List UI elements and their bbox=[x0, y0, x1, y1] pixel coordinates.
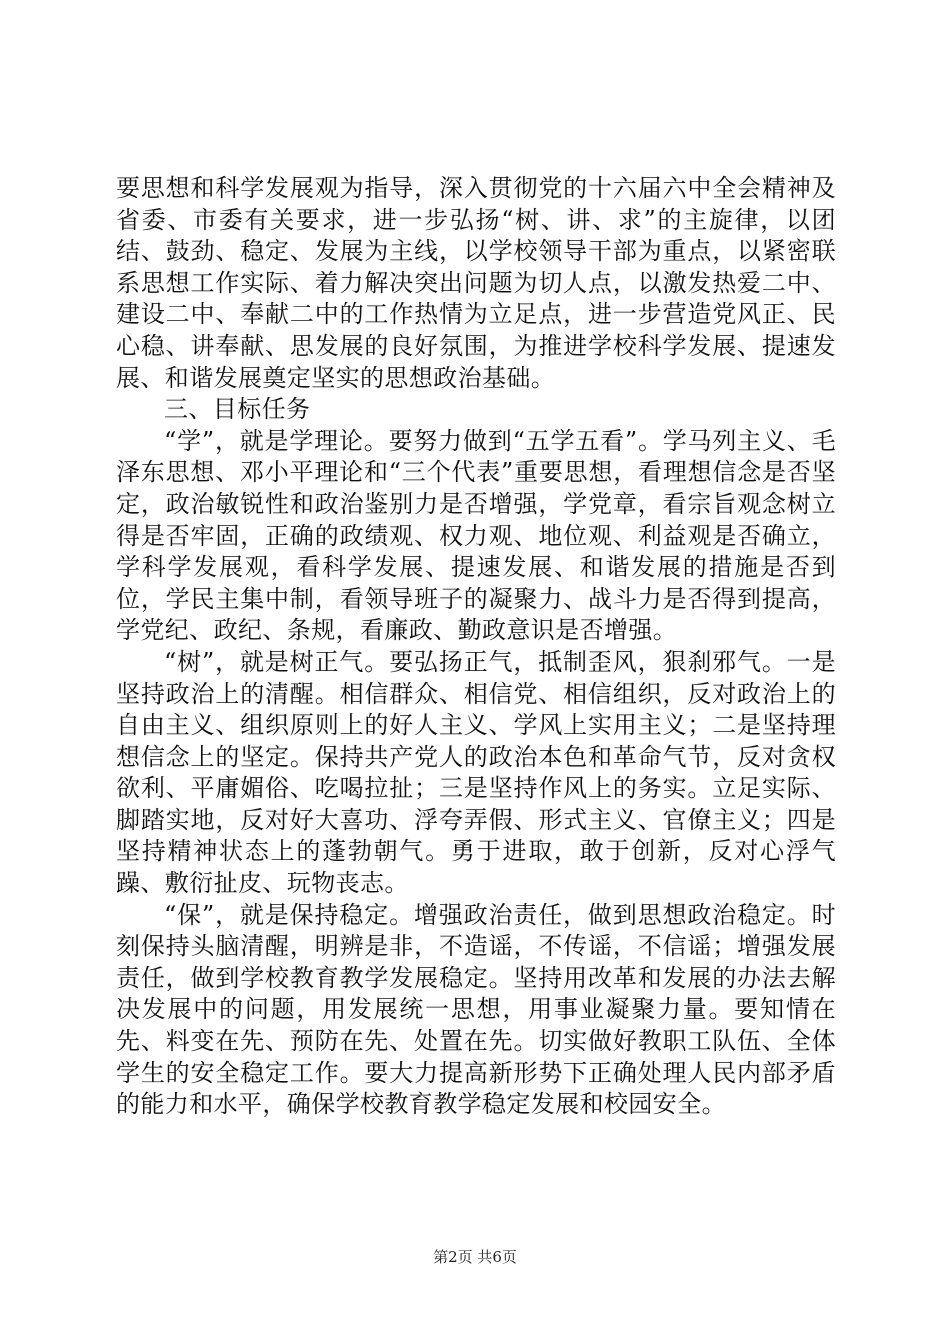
paragraph-guiding-ideology: 要思想和科学发展观为指导，深入贯彻党的十六届六中全会精神及省委、市委有关要求，进一步弘扬“树、讲、求”的主旋律，以团结、鼓劲、稳定、发展为主线，以学校领导干部为重点，以紧密联系思想工作实际、着力解决突出问题为切人点，以激发热爱二中、建设二中、奉献二中的工作热情为立足点，进一步营造党风正、民心稳、讲奉献、思发展的良好氛围，为推进学校科学发展、提速发展、和谐发展奠定坚实的思想政治基础。 bbox=[116, 174, 836, 392]
paragraph-integrity: “树”，就是树正气。要弘扬正气，抵制歪风，狠刹邪气。一是坚持政治上的清醒。相信群众、相信党、相信组织，反对政治上的自由主义、组织原则上的好人主义、学风上实用主义；二是坚持理想信念上的坚定。保持共产党人的政治本色和革命气节，反对贪权欲利、平庸媚俗、吃喝拉扯；三是坚持作风上的务实。立足实际、脚踏实地，反对好大喜功、浮夸弄假、形式主义、官僚主义；四是坚持精神状态上的蓬勃朝气。勇于进取，敢于创新，反对心浮气躁、敷衍扯皮、玩物丧志。 bbox=[116, 647, 836, 898]
page-number-footer: 第2页 共6页 bbox=[433, 1248, 517, 1266]
section-heading-goals: 三、目标任务 bbox=[164, 395, 311, 424]
paragraph-study: “学”，就是学理论。要努力做到“五学五看”。学马列主义、毛泽东思想、邓小平理论和“三个代表”重要思想，看理想信念是否坚定，政治敏锐性和政治鉴别力是否增强，学党章，看宗旨观念树立得是否牢固，正确的政绩观、权力观、地位观、利益观是否确立，学科学发展观，看科学发展、提速发展、和谐发展的措施是否到位，学民主集中制，看领导班子的凝聚力、战斗力是否得到提高，学党纪、政纪、条规，看廉政、勤政意识是否增强。 bbox=[116, 426, 836, 645]
document-body bbox=[116, 173, 836, 1121]
paragraph-stability: “保”，就是保持稳定。增强政治责任，做到思想政治稳定。时刻保持头脑清醒，明辨是非，不造谣，不传谣，不信谣；增强发展责任，做到学校教育教学发展稳定。坚持用改革和发展的办法去解决发展中的问题，用发展统一思想，用事业凝聚力量。要知情在先、料变在先、预防在先、处置在先。切实做好教职工队伍、全体学生的安全稳定工作。要大力提高新形势下正确处理人民内部矛盾的能力和水平，确保学校教育教学稳定发展和校园安全。 bbox=[116, 900, 836, 1119]
